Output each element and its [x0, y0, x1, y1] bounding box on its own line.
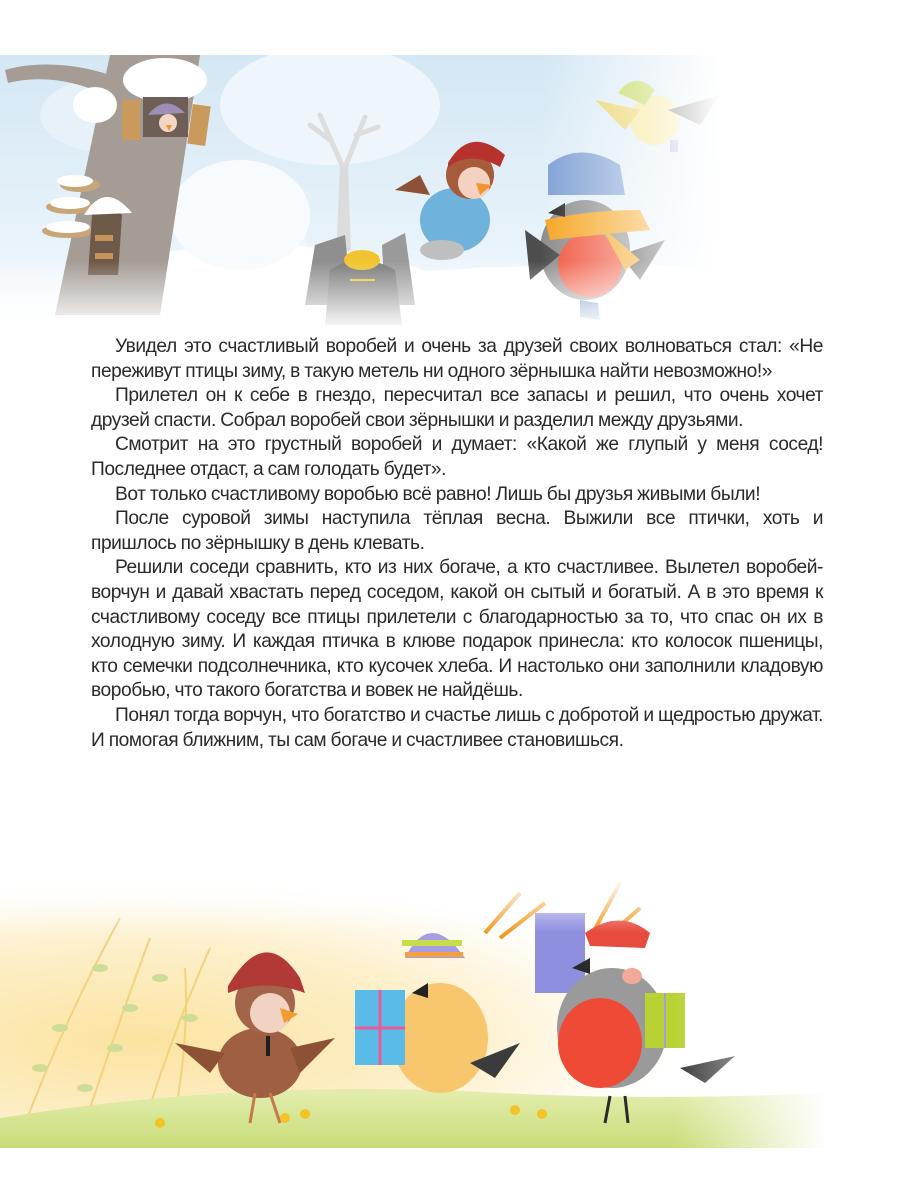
- story-paragraph-2: Прилетел он к себе в гнездо, пересчитал все запасы и решил, что очень хочет друзей спасти. Собрал воробей свои зёрнышки и разделил между друзьями.: [91, 385, 823, 431]
- story-paragraph-1: Увидел это счастливый воробей и очень за друзей своих волноваться стал: «Не переживут птицы зиму, в такую метель ни одного зёрнышка найти невозможно!»: [91, 336, 823, 382]
- story-paragraph-4: Вот только счастливому воробью всё равно! Лишь бы друзья живыми были!: [115, 483, 761, 505]
- story-paragraph-7: Понял тогда ворчун, что богатство и счастье лишь с добротой и щедростью дружат. И помогая ближним, ты сам богаче и счастливее становишься.: [91, 704, 823, 751]
- spring-illustration: [0, 878, 900, 1148]
- story-paragraph-5: После суровой зимы наступила тёплая весна. Выжили все птички, хоть и пришлось по зёрнышку в день клевать.: [91, 508, 823, 554]
- story-paragraph-6: Решили соседи сравнить, кто из них богаче, а кто счастливее. Вылетел воробей-ворчун и давай хвастать перед соседом, какой он сытый и богатый. А в это время к счастливому соседу все птицы прилетели с благодарностью за то, что спас он их в холодную зиму. И каждая птичка в клюве подарок принесла: кто колосок пшеницы, кто семечки подсолнечника, кто кусочек хлеба. И настолько они заполнили кладовую воробью, что такого богатства и вовек не найдёшь.: [91, 557, 823, 702]
- story-paragraph-3: Смотрит на это грустный воробей и думает: «Какой же глупый у меня сосед! Последнее отдаст, а сам голодать будет».: [91, 434, 823, 480]
- winter-illustration: [0, 55, 900, 330]
- story-text: [91, 335, 823, 753]
